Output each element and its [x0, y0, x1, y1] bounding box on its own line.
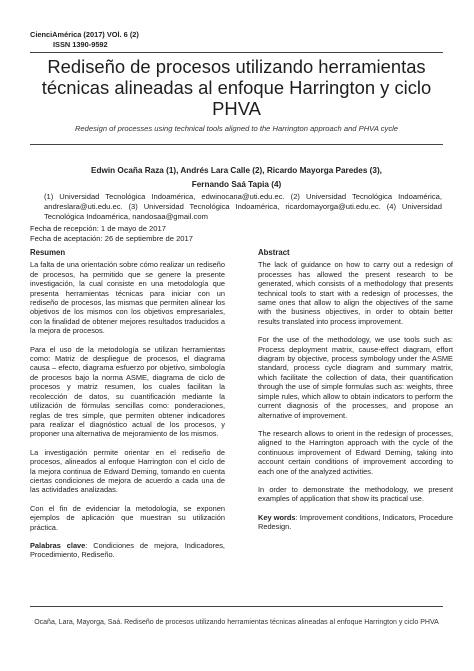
author-list — [30, 164, 443, 192]
accepted-date: Fecha de aceptación: 26 de septiembre de 2017 — [30, 234, 193, 244]
abstract-paragraph: The research allows to orient in the redesign of processes, aligned to the Harrington approach with the cycle of the continuous improvement of Edward Deming, taking into account certain conditions of improvement according to each one of the analyzed activities. — [258, 428, 453, 476]
resumen-paragraph: La investigación permite orientar en el rediseño de procesos, alineados al enfoque Harrington con el ciclo de la mejora continua de Edward Deming, tomando en cuenta ciertas condiciones de mejora de acuerdo a cada una de las actividades analizadas. — [30, 447, 225, 495]
palabras-clave-label: Palabras clave — [30, 540, 86, 550]
palabras-clave-text: : Condiciones de mejora, Indicadores, Procedimiento, Rediseño. — [30, 540, 225, 560]
header-rule — [30, 52, 443, 53]
paper-title: Rediseño de procesos utilizando herramientas técnicas alineadas al enfoque Harrington y ciclo PHVA — [41, 56, 432, 119]
journal-name: CienciAmérica (2017) VOl. 6 (2) — [30, 30, 139, 39]
key-words-label: Key words — [258, 512, 296, 522]
abstract-paragraph: In order to demonstrate the methodology, we present examples of application that show its practical use. — [258, 484, 453, 504]
title-rule — [30, 144, 443, 145]
key-words — [258, 513, 453, 532]
abstract-heading: Abstract — [258, 248, 290, 257]
abstract-column — [258, 248, 453, 541]
submission-dates — [30, 224, 193, 245]
palabras-clave — [30, 541, 225, 560]
resumen-heading: Resumen — [30, 248, 66, 257]
resumen-column — [30, 248, 225, 569]
footer-rule — [30, 606, 443, 607]
abstract-paragraph: The lack of guidance on how to carry out a redesign of processes has allowed the present research to be generated, which consists of a methodology that presents technical tools to start with a redesign of processes, the same ones that allow to align the objectives of the same with the business objectives, in order to obtain better results translated into process improvement. — [258, 260, 453, 326]
resumen-paragraph: Para el uso de la metodología se utilizan herramientas como: Matriz de despliegue de procesos, el diagrama causa – efecto, diagrama esfuerzo por objetivo, simbología de procesos bajo la norma ASME, diagrama de ciclo de procesos y matriz resumen, los cuales facilitan la recolección de datos, su cuantificación mediante la utilización de fórmulas sencillas como: ponderaciones, reglas de tres simple, que permiten obtener indicadores para realizar el diagnóstico actual de los procesos, y proponer una alternativa de mejoramiento de los mismos. — [30, 344, 225, 439]
affiliations: (1) Universidad Tecnológica Indoamérica, edwinocana@uti.edu.ec. (2) Universidad Tecnológica Indoamérica, andreslara@uti.edu.ec. (3) Universidad Tecnológica Indoamérica, ricardomayorga@uti.edu.ec. (4) Universidad Tecnológica Indoamérica, nandosaa@gmail.com — [44, 192, 442, 222]
authors-line-1: Edwin Ocaña Raza (1), Andrés Lara Calle (2), Ricardo Mayorga Paredes (3), — [91, 166, 382, 175]
page-footer: Ocaña, Lara, Mayorga, Saá. Rediseño de procesos utilizando herramientas técnicas alineadas al enfoque Harrington y ciclo PHVA — [34, 619, 439, 626]
paper-subtitle: Redesign of processes using technical tools aligned to the Harrington approach and PHVA cycle — [74, 124, 399, 133]
received-date: Fecha de recepción: 1 de mayo de 2017 — [30, 224, 166, 233]
key-words-text: : Improvement conditions, Indicators, Procedure Redesign. — [258, 512, 453, 532]
resumen-paragraph: La falta de una orientación sobre cómo realizar un rediseño de procesos, ha permitido que se genere la presente investigación, la cual consiste en una metodología que presenta herramientas técnicas para iniciar con un rediseño de procesos, las mismas que permiten alinear los objetivos de los mismos con los objetivos empresariales, con la finalidad de obtener mejores resultados traducidos a la mejora de procesos. — [30, 260, 225, 336]
journal-header — [30, 30, 139, 49]
journal-issn: ISSN 1390-9592 — [53, 39, 108, 49]
resumen-paragraph: Con el fin de evidenciar la metodología, se exponen ejemplos de aplicación que muestran su utilización práctica. — [30, 503, 225, 532]
abstract-paragraph: For the use of the methodology, we use tools such as: Process deployment matrix, cause-effect diagram, effort diagram by objective, process symbology under the ASME standard, process cycle diagram and summary matrix, which facilitate the collection of data, their quantification through the use of simple formulas such as: weights, three simple rules, which allow to obtain indicators to perform the current diagnosis of the processes, and propose an alternative of improvement. — [258, 335, 453, 420]
authors-line-2: Fernando Saá Tapia (4) — [191, 180, 282, 189]
